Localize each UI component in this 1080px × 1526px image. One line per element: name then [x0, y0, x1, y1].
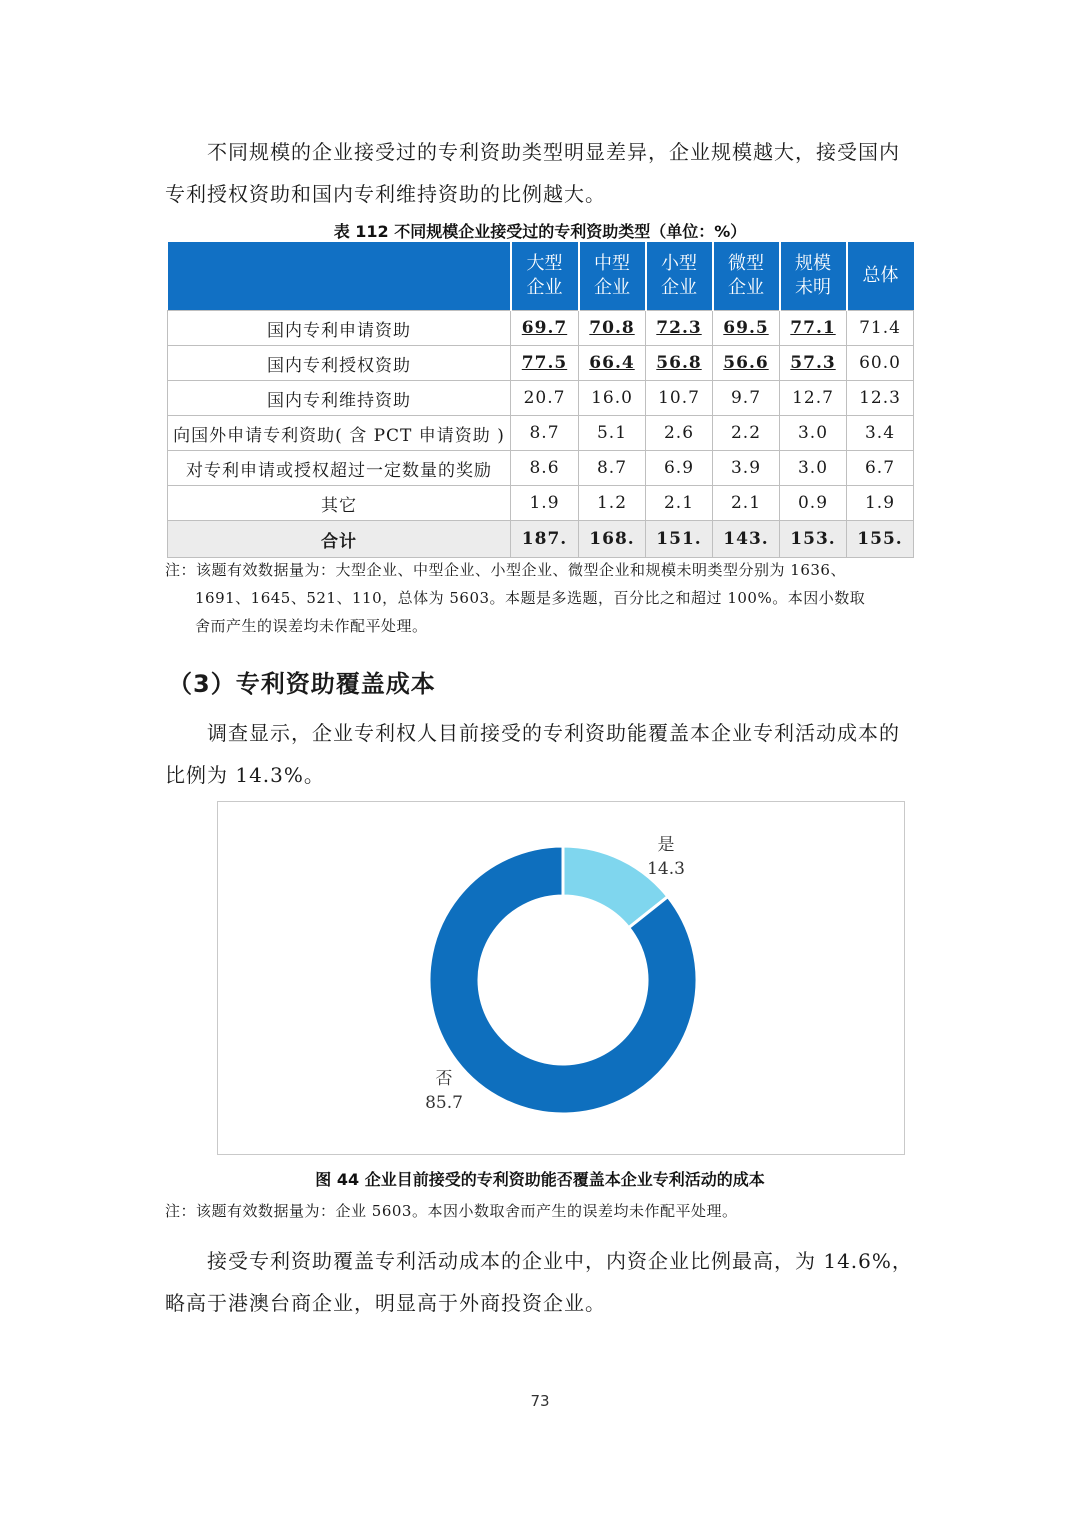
column-header: 小型 企业: [646, 242, 713, 311]
section-paragraph: 调查显示，企业专利权人目前接受的专利资助能覆盖本企业专利活动成本的比例为 14.3%。: [165, 721, 900, 787]
table-cell: 56.8: [646, 346, 713, 381]
table-cell: 66.4: [579, 346, 646, 381]
table-cell: 5.1: [579, 416, 646, 451]
table-cell: 6.7: [847, 451, 914, 486]
slice-category-label: 是: [657, 835, 675, 855]
table-cell: 20.7: [511, 381, 579, 416]
table-cell: 8.6: [511, 451, 579, 486]
table-cell: 57.3: [780, 346, 847, 381]
table-cell: 69.5: [713, 311, 780, 346]
table-cell: 8.7: [511, 416, 579, 451]
table-cell: 60.0: [847, 346, 914, 381]
table-cell: 3.0: [780, 451, 847, 486]
column-header: 规模 未明: [780, 242, 847, 311]
table-body: [168, 311, 914, 558]
table-cell: 9.7: [713, 381, 780, 416]
table-cell: 77.5: [511, 346, 579, 381]
total-cell: 155.: [847, 521, 914, 558]
table-cell: 2.6: [646, 416, 713, 451]
row-label: 其它: [168, 486, 511, 521]
total-cell: 153.: [780, 521, 847, 558]
table-row: [168, 346, 914, 381]
table-cell: 10.7: [646, 381, 713, 416]
closing-paragraph: 接受专利资助覆盖专利活动成本的企业中，内资企业比例最高，为 14.6%，略高于港澳台商企业，明显高于外商投资企业。: [165, 1249, 913, 1315]
page-number: 73: [530, 1392, 550, 1410]
table-cell: 8.7: [579, 451, 646, 486]
table-cell: 12.3: [847, 381, 914, 416]
table-cell: 1.9: [847, 486, 914, 521]
row-label: 国内专利申请资助: [168, 311, 511, 346]
table-cell: 1.9: [511, 486, 579, 521]
table-row: [168, 486, 914, 521]
column-header: 总体: [847, 242, 914, 311]
slice-value-label: 14.3: [647, 859, 685, 879]
table-row: [168, 451, 914, 486]
table-note: [165, 556, 925, 640]
figure-caption: 图 44 企业目前接受的专利资助能否覆盖本企业专利活动的成本: [315, 1170, 765, 1189]
total-row: [168, 521, 914, 558]
table-cell: 69.7: [511, 311, 579, 346]
total-cell: 151.: [646, 521, 713, 558]
column-header: 微型 企业: [713, 242, 780, 311]
table-cell: 3.0: [780, 416, 847, 451]
table-cell: 77.1: [780, 311, 847, 346]
row-label: 向国外申请专利资助( 含 PCT 申请资助 ): [168, 416, 511, 451]
table-cell: 6.9: [646, 451, 713, 486]
table-cell: 56.6: [713, 346, 780, 381]
row-label: 对专利申请或授权超过一定数量的奖励: [168, 451, 511, 486]
table-row: [168, 416, 914, 451]
table-cell: 72.3: [646, 311, 713, 346]
section-heading: （3）专利资助覆盖成本: [168, 670, 436, 698]
total-label: 合计: [168, 521, 511, 558]
donut-chart: [218, 802, 904, 1154]
total-cell: 187.: [511, 521, 579, 558]
table-cell: 3.4: [847, 416, 914, 451]
table-caption: 表 112 不同规模企业接受过的专利资助类型（单位：%）: [333, 222, 747, 241]
table-row: [168, 311, 914, 346]
table-cell: 2.2: [713, 416, 780, 451]
table-header-row: [168, 242, 914, 311]
table-cell: 3.9: [713, 451, 780, 486]
table-cell: 16.0: [579, 381, 646, 416]
intro-paragraph: 不同规模的企业接受过的专利资助类型明显差异，企业规模越大，接受国内专利授权资助和国内专利维持资助的比例越大。: [165, 140, 900, 206]
table-cell: 71.4: [847, 311, 914, 346]
table-cell: 1.2: [579, 486, 646, 521]
slice-category-label: 否: [435, 1069, 453, 1089]
table-note-line: 舍而产生的误差均未作配平处理。: [195, 617, 428, 635]
table-note-line: 1691、1645、521、110，总体为 5603。本题是多选题，百分比之和超过 100%。本因小数取: [195, 589, 866, 607]
donut-chart-frame: [217, 801, 905, 1155]
funding-type-table: [167, 242, 914, 558]
figure-note: 注：该题有效数据量为：企业 5603。本因小数取舍而产生的误差均未作配平处理。: [165, 1202, 738, 1220]
column-header: 中型 企业: [579, 242, 646, 311]
table-cell: 70.8: [579, 311, 646, 346]
column-header: 大型 企业: [511, 242, 579, 311]
row-label: 国内专利授权资助: [168, 346, 511, 381]
table-row: [168, 381, 914, 416]
table-cell: 2.1: [646, 486, 713, 521]
row-label: 国内专利维持资助: [168, 381, 511, 416]
header-blank-cell: [168, 242, 511, 311]
total-cell: 143.: [713, 521, 780, 558]
table-cell: 2.1: [713, 486, 780, 521]
table-cell: 12.7: [780, 381, 847, 416]
table-note-line: 注：该题有效数据量为：大型企业、中型企业、小型企业、微型企业和规模未明类型分别为 1636、: [165, 561, 846, 579]
slice-value-label: 85.7: [425, 1093, 463, 1113]
table-cell: 0.9: [780, 486, 847, 521]
total-cell: 168.: [579, 521, 646, 558]
